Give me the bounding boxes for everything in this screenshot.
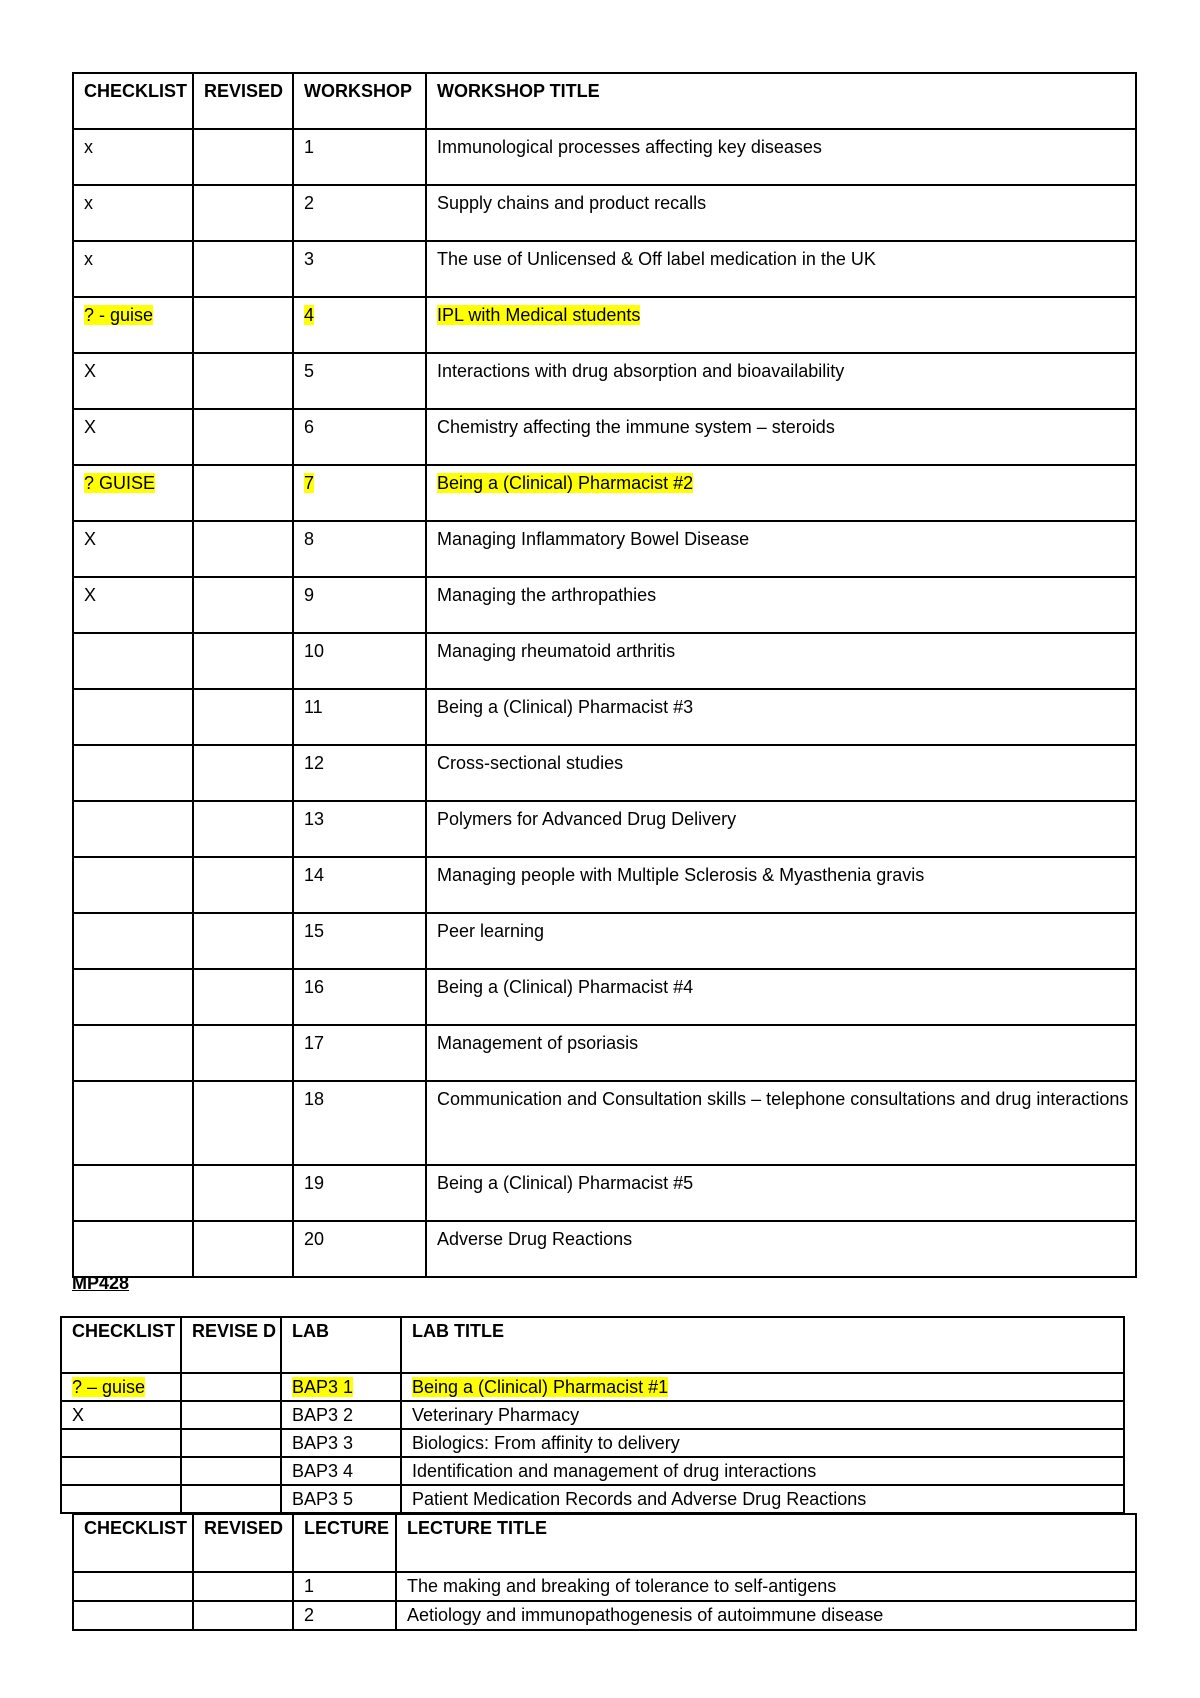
workshop-row [73, 241, 1136, 297]
workshop-cell-revised [193, 185, 293, 241]
lecture-header-row [73, 1514, 1136, 1572]
workshop-header-row [73, 73, 1136, 129]
workshop-cell-num: 15 [293, 913, 426, 969]
workshop-cell-num: 11 [293, 689, 426, 745]
workshop-cell-num: 1 [293, 129, 426, 185]
lab-cell-num: BAP3 2 [281, 1401, 401, 1429]
lecture-table [72, 1513, 1137, 1631]
lab-header-checklist: CHECKLIST [61, 1317, 181, 1373]
lecture-row [73, 1572, 1136, 1601]
workshop-cell-title: Managing rheumatoid arthritis [426, 633, 1136, 689]
workshop-cell-revised [193, 521, 293, 577]
lecture-cell-revised [193, 1601, 293, 1630]
workshop-row [73, 1221, 1136, 1277]
workshop-cell-title [426, 465, 1136, 521]
highlighted-text: IPL with Medical students [437, 305, 641, 325]
workshop-cell-revised [193, 577, 293, 633]
workshop-cell-checklist [73, 1025, 193, 1081]
workshop-cell-num: 10 [293, 633, 426, 689]
workshop-cell-num: 20 [293, 1221, 426, 1277]
lab-cell-num: BAP3 4 [281, 1457, 401, 1485]
workshop-cell-num [293, 465, 426, 521]
lecture-header-checklist: CHECKLIST [73, 1514, 193, 1572]
workshop-cell-revised [193, 465, 293, 521]
lab-header-row [61, 1317, 1124, 1373]
workshop-cell-title [426, 297, 1136, 353]
workshop-cell-title: Interactions with drug absorption and bioavailability [426, 353, 1136, 409]
workshop-cell-checklist [73, 1081, 193, 1165]
workshop-cell-checklist [73, 801, 193, 857]
workshop-cell-checklist [73, 913, 193, 969]
workshop-row [73, 129, 1136, 185]
workshop-cell-revised [193, 353, 293, 409]
lecture-cell-title: Aetiology and immunopathogenesis of autoimmune disease [396, 1601, 1136, 1630]
workshop-cell-revised [193, 857, 293, 913]
workshop-cell-revised [193, 801, 293, 857]
lab-cell-revised [181, 1457, 281, 1485]
lab-header-revised: REVISE D [181, 1317, 281, 1373]
highlighted-text: ? - guise [84, 305, 154, 325]
workshop-row [73, 745, 1136, 801]
lab-row [61, 1485, 1124, 1513]
workshop-cell-checklist [73, 745, 193, 801]
workshop-cell-revised [193, 1165, 293, 1221]
workshop-cell-num [293, 297, 426, 353]
workshop-cell-checklist: X [73, 409, 193, 465]
workshop-cell-checklist [73, 297, 193, 353]
lab-cell-title: Identification and management of drug interactions [401, 1457, 1124, 1485]
lecture-cell-num: 1 [293, 1572, 396, 1601]
workshop-cell-checklist [73, 1221, 193, 1277]
workshop-row [73, 297, 1136, 353]
workshop-cell-num: 17 [293, 1025, 426, 1081]
lecture-row [73, 1601, 1136, 1630]
workshop-cell-revised [193, 409, 293, 465]
workshop-cell-num: 3 [293, 241, 426, 297]
workshop-header-title: WORKSHOP TITLE [426, 73, 1136, 129]
workshop-cell-checklist: x [73, 185, 193, 241]
workshop-cell-checklist [73, 1165, 193, 1221]
workshop-row [73, 521, 1136, 577]
workshop-row [73, 409, 1136, 465]
workshop-cell-title: Management of psoriasis [426, 1025, 1136, 1081]
workshop-cell-title: Supply chains and product recalls [426, 185, 1136, 241]
lecture-header-title: LECTURE TITLE [396, 1514, 1136, 1572]
workshop-cell-title: Immunological processes affecting key diseases [426, 129, 1136, 185]
lab-header-number: LAB [281, 1317, 401, 1373]
workshop-row [73, 353, 1136, 409]
lab-row [61, 1429, 1124, 1457]
workshop-row [73, 913, 1136, 969]
highlighted-text: Being a (Clinical) Pharmacist #2 [437, 473, 694, 493]
lecture-cell-revised [193, 1572, 293, 1601]
workshop-cell-title: Managing people with Multiple Sclerosis & Myasthenia gravis [426, 857, 1136, 913]
lab-cell-checklist: X [61, 1401, 181, 1429]
workshop-cell-title: Adverse Drug Reactions [426, 1221, 1136, 1277]
lab-cell-title [401, 1373, 1124, 1401]
lecture-cell-num: 2 [293, 1601, 396, 1630]
lab-cell-checklist [61, 1373, 181, 1401]
workshop-cell-title: Being a (Clinical) Pharmacist #3 [426, 689, 1136, 745]
workshop-cell-title: Being a (Clinical) Pharmacist #4 [426, 969, 1136, 1025]
workshop-cell-revised [193, 297, 293, 353]
lab-cell-revised [181, 1485, 281, 1513]
workshop-cell-title: Being a (Clinical) Pharmacist #5 [426, 1165, 1136, 1221]
workshop-cell-num: 18 [293, 1081, 426, 1165]
workshop-cell-revised [193, 1221, 293, 1277]
workshop-cell-checklist: X [73, 577, 193, 633]
lab-header-title: LAB TITLE [401, 1317, 1124, 1373]
lab-row [61, 1401, 1124, 1429]
workshop-cell-checklist: X [73, 521, 193, 577]
highlighted-text: 7 [304, 473, 315, 493]
lab-row [61, 1457, 1124, 1485]
workshop-row [73, 1025, 1136, 1081]
workshop-header-number: WORKSHOP [293, 73, 426, 129]
workshop-row [73, 801, 1136, 857]
workshop-row [73, 857, 1136, 913]
lab-cell-title: Biologics: From affinity to delivery [401, 1429, 1124, 1457]
workshop-row [73, 577, 1136, 633]
workshop-cell-revised [193, 969, 293, 1025]
lab-cell-revised [181, 1373, 281, 1401]
workshop-cell-checklist: x [73, 241, 193, 297]
workshop-cell-num: 19 [293, 1165, 426, 1221]
workshop-cell-revised [193, 241, 293, 297]
workshop-header-checklist: CHECKLIST [73, 73, 193, 129]
workshop-cell-num: 8 [293, 521, 426, 577]
workshop-cell-checklist [73, 633, 193, 689]
lab-cell-title: Veterinary Pharmacy [401, 1401, 1124, 1429]
lab-cell-revised [181, 1401, 281, 1429]
highlighted-text: Being a (Clinical) Pharmacist #1 [412, 1377, 669, 1397]
lab-cell-num [281, 1373, 401, 1401]
lecture-header-revised: REVISED [193, 1514, 293, 1572]
highlighted-text: BAP3 1 [292, 1377, 354, 1397]
workshop-cell-checklist [73, 857, 193, 913]
lab-cell-title: Patient Medication Records and Adverse Drug Reactions [401, 1485, 1124, 1513]
workshop-cell-title: Managing the arthropathies [426, 577, 1136, 633]
workshop-cell-title: Communication and Consultation skills – telephone consultations and drug interactions [426, 1081, 1136, 1165]
lab-table [60, 1316, 1125, 1514]
workshop-row [73, 465, 1136, 521]
highlighted-text: 4 [304, 305, 315, 325]
workshop-cell-revised [193, 1081, 293, 1165]
highlighted-text: ? GUISE [84, 473, 156, 493]
workshop-cell-num: 12 [293, 745, 426, 801]
workshop-table [72, 72, 1137, 1278]
lecture-cell-title: The making and breaking of tolerance to self-antigens [396, 1572, 1136, 1601]
workshop-row [73, 1165, 1136, 1221]
workshop-row [73, 633, 1136, 689]
workshop-cell-num: 16 [293, 969, 426, 1025]
workshop-cell-title: The use of Unlicensed & Off label medication in the UK [426, 241, 1136, 297]
workshop-row [73, 689, 1136, 745]
workshop-cell-revised [193, 1025, 293, 1081]
workshop-cell-checklist [73, 689, 193, 745]
workshop-cell-title: Managing Inflammatory Bowel Disease [426, 521, 1136, 577]
lecture-header-number: LECTURE [293, 1514, 396, 1572]
lab-cell-revised [181, 1429, 281, 1457]
lab-cell-checklist [61, 1485, 181, 1513]
workshop-cell-revised [193, 633, 293, 689]
highlighted-text: ? – guise [72, 1377, 146, 1397]
lab-row [61, 1373, 1124, 1401]
workshop-cell-title: Chemistry affecting the immune system – steroids [426, 409, 1136, 465]
workshop-cell-num: 6 [293, 409, 426, 465]
workshop-cell-revised [193, 129, 293, 185]
workshop-cell-title: Polymers for Advanced Drug Delivery [426, 801, 1136, 857]
module-code: MP428 [72, 1273, 130, 1293]
workshop-cell-title: Peer learning [426, 913, 1136, 969]
lab-cell-num: BAP3 5 [281, 1485, 401, 1513]
workshop-cell-title: Cross-sectional studies [426, 745, 1136, 801]
workshop-cell-revised [193, 913, 293, 969]
workshop-cell-revised [193, 689, 293, 745]
workshop-cell-num: 5 [293, 353, 426, 409]
workshop-cell-num: 14 [293, 857, 426, 913]
lab-cell-checklist [61, 1429, 181, 1457]
lab-cell-checklist [61, 1457, 181, 1485]
workshop-cell-checklist: X [73, 353, 193, 409]
workshop-row [73, 1081, 1136, 1165]
workshop-row [73, 185, 1136, 241]
workshop-cell-checklist [73, 465, 193, 521]
workshop-cell-checklist [73, 969, 193, 1025]
workshop-cell-num: 13 [293, 801, 426, 857]
lecture-cell-checklist [73, 1572, 193, 1601]
lab-cell-num: BAP3 3 [281, 1429, 401, 1457]
lecture-cell-checklist [73, 1601, 193, 1630]
workshop-cell-num: 2 [293, 185, 426, 241]
workshop-cell-num: 9 [293, 577, 426, 633]
workshop-header-revised: REVISED [193, 73, 293, 129]
workshop-row [73, 969, 1136, 1025]
workshop-cell-checklist: x [73, 129, 193, 185]
workshop-cell-revised [193, 745, 293, 801]
